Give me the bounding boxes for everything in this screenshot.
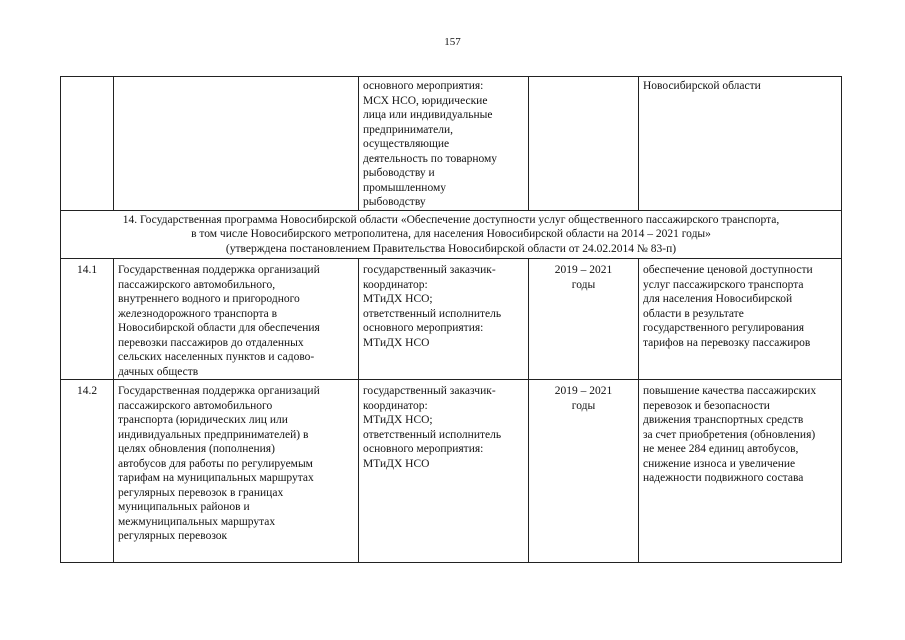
cell-executor (359, 77, 529, 211)
text-line: дачных обществ (118, 365, 199, 378)
text-line: не менее 284 единиц автобусов, (643, 443, 799, 456)
text-line: транспорта (юридических лиц или (118, 414, 288, 427)
text-line: ответственный исполнитель (363, 428, 502, 441)
text-line: перевозок и безопасности (643, 399, 770, 412)
continued-row (61, 77, 842, 211)
text-line: государственный заказчик- (363, 264, 496, 277)
text-line: предприниматели, (363, 123, 453, 136)
text-line: координатор: (363, 278, 428, 291)
cell-executor (359, 380, 529, 563)
cell-period (529, 259, 639, 380)
text-line: Государственная поддержка организаций (118, 385, 320, 398)
text-line: лица или индивидуальные (363, 109, 493, 121)
section-heading (61, 210, 842, 259)
text-line: регулярных перевозок в границах (118, 486, 284, 499)
text-line: за счет приобретения (обновления) (643, 428, 816, 441)
text-line: МСХ НСО, юридические (363, 94, 488, 107)
text-line: годы (571, 399, 596, 412)
text-line: индивидуальных предпринимателей) в (118, 428, 309, 441)
text-line: 2019 – 2021 (554, 385, 613, 398)
program-measures-table (60, 76, 842, 563)
table-row (61, 259, 842, 380)
text-line: государственного регулирования (643, 322, 805, 335)
cell-executor (359, 259, 529, 380)
text-line: тарифам на муниципальных маршрутах (118, 472, 314, 485)
text-line: пассажирского автомобильного (118, 399, 273, 412)
text-line: для населения Новосибирской (643, 293, 793, 306)
text-line: пассажирского автомобильного, (118, 278, 276, 291)
text-line: сельских населенных пунктов и садово- (118, 351, 315, 364)
section-heading-line: в том числе Новосибирского метрополитена, для населения Новосибирской области на 2014 – 2021 годы» (191, 228, 711, 241)
cell-measure (114, 259, 359, 380)
text-line: тарифов на перевозку пассажиров (643, 336, 811, 349)
text-line: ответственный исполнитель (363, 307, 502, 320)
text-line: основного мероприятия: (363, 443, 484, 456)
text-line: рыбоводству (363, 196, 426, 208)
text-line: регулярных перевозок (118, 530, 228, 543)
text-line: основного мероприятия: (363, 80, 484, 92)
text-line: межмуниципальных маршрутах (118, 515, 276, 528)
cell-result (639, 259, 842, 380)
page-number: 157 (444, 36, 461, 48)
text-line: автобусов для работы по регулируемым (118, 457, 313, 470)
text-line: области в результате (643, 307, 744, 320)
text-line: координатор: (363, 399, 428, 412)
text-line: Государственная поддержка организаций (118, 264, 320, 277)
text-line: обеспечение ценовой доступности (643, 264, 813, 277)
text-line: МТиДХ НСО; (363, 293, 433, 306)
table-row (61, 380, 842, 563)
text-line: снижение износа и увеличение (643, 457, 796, 470)
text-line: МТиДХ НСО; (363, 414, 433, 427)
text-line: основного мероприятия: (363, 322, 484, 335)
cell-result (639, 77, 842, 211)
text-line: услуг пассажирского транспорта (643, 278, 804, 291)
text-line: 2019 – 2021 (554, 264, 613, 277)
text-line: целях обновления (пополнения) (118, 443, 275, 456)
text-line: повышение качества пассажирских (643, 385, 817, 398)
text-line: железнодорожного транспорта в (118, 307, 278, 320)
cell-measure (114, 77, 359, 211)
cell-number (61, 77, 114, 211)
text-line: осуществляющие (363, 138, 450, 150)
text-line: промышленному (363, 181, 447, 194)
section-heading-row (61, 210, 842, 259)
cell-measure (114, 380, 359, 563)
text-line: деятельность по товарному (363, 152, 498, 165)
text-line: внутреннего водного и пригородного (118, 293, 300, 306)
text-line: муниципальных районов и (118, 501, 250, 514)
cell-period (529, 380, 639, 563)
section-heading-line: 14. Государственная программа Новосибирской области «Обеспечение доступности услуг общественного пассажирского транспорта, (122, 213, 780, 226)
text-line: перевозки пассажиров до отдаленных (118, 336, 304, 349)
text-line: МТиДХ НСО (363, 336, 430, 349)
text-line: Новосибирской области для обеспечения (118, 322, 320, 335)
cell-result (639, 380, 842, 563)
text-line: рыбоводству и (363, 167, 435, 179)
text-line: годы (571, 278, 596, 291)
text-line: Новосибирской области (643, 80, 761, 92)
section-heading-line: (утверждена постановлением Правительства Новосибирской области от 24.02.2014 № 83-п) (225, 242, 677, 255)
cell-period (529, 77, 639, 211)
cell-number: 14.1 (61, 259, 114, 380)
cell-number: 14.2 (61, 380, 114, 563)
text-line: движения транспортных средств (643, 414, 804, 427)
text-line: государственный заказчик- (363, 385, 496, 398)
text-line: МТиДХ НСО (363, 457, 430, 470)
text-line: надежности подвижного состава (643, 472, 804, 485)
